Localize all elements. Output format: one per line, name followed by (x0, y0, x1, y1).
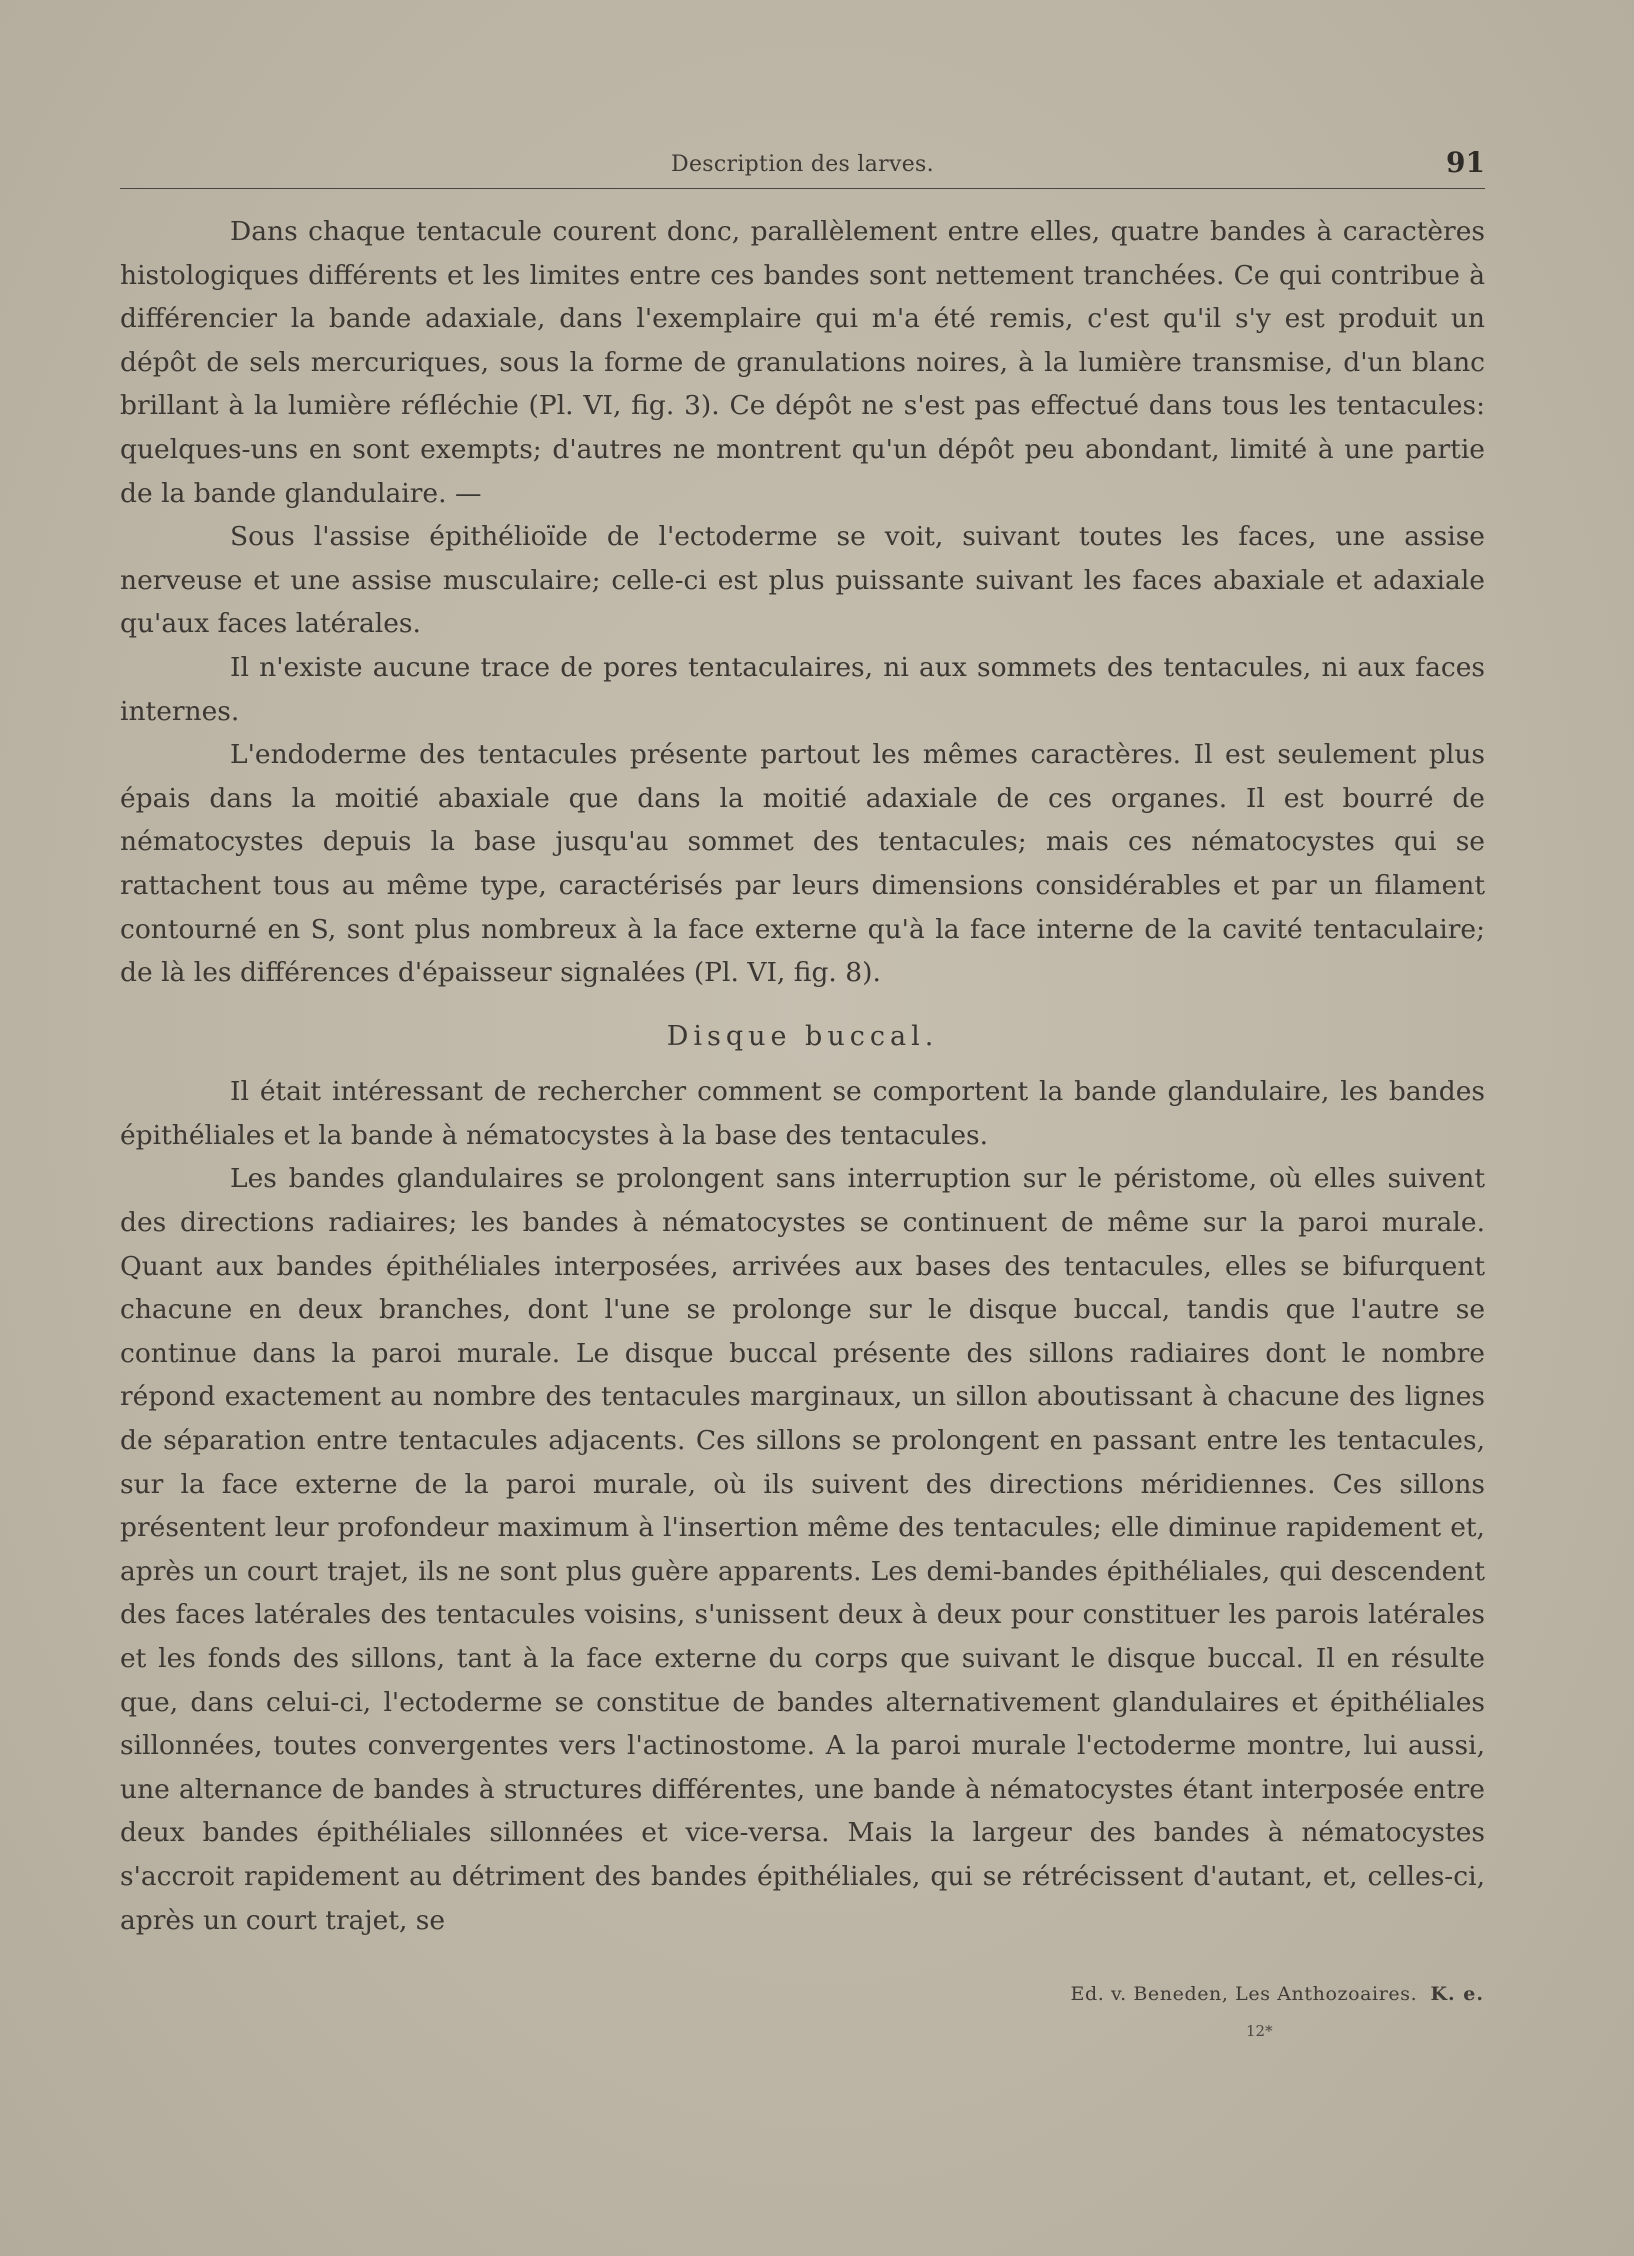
section-heading: Disque buccal. (666, 1020, 939, 1052)
paragraph: Dans chaque tentacule courent donc, parallèlement entre elles, quatre bandes à caractères histologiques différents et les limites entre ces bandes sont nettement tranchées. Ce qui contribue à différencier la bande adaxiale, dans l'exemplaire qui m'a été remis, c'est qu'il s'y est produit un dépôt de sels mercuriques, sous la forme de granulations noires, à la lumière transmise, d'un blanc brillant à la lumière réfléchie (Pl. VI, fig. 3). Ce dépôt ne s'est pas effectué dans tous les tentacules: quelques-uns en sont exempts; d'autres ne montrent qu'un dépôt peu abondant, limité à une partie de la bande glandulaire. — (120, 216, 1485, 509)
running-head (120, 148, 1485, 189)
paragraph: L'endoderme des tentacules présente partout les mêmes caractères. Il est seulement plus épais dans la moitié abaxiale que dans la moitié adaxiale de ces organes. Il est bourré de nématocystes depuis la base jusqu'au sommet des tentacules; mais ces nématocystes qui se rattachent tous au même type, caractérisés par leurs dimensions considérables et par un filament contourné en S, sont plus nombreux à la face externe qu'à la face interne de la cavité tentaculaire; de là les différences d'épaisseur signalées (Pl. VI, fig. 8). (120, 739, 1485, 989)
footer-reference (1070, 1983, 1484, 2005)
signature-mark: 12* (1246, 2022, 1273, 2040)
paragraph: Il était intéressant de rechercher comment se comportent la bande glandulaire, les bandes épithéliales et la bande à nématocystes à la base des tentacules. (120, 1076, 1485, 1151)
paragraph: Les bandes glandulaires se prolongent sans interruption sur le péristome, où elles suivent des directions radiaires; les bandes à nématocystes se continuent de même sur la paroi murale. Quant aux bandes épithéliales interposées, arrivées aux bases des tentacules, elles se bifurquent chacune en deux branches, dont l'une se prolonge sur le disque buccal, tandis que l'autre se continue dans la paroi murale. Le disque buccal présente des sillons radiaires dont le nombre répond exactement au nombre des tentacules marginaux, un sillon aboutissant à chacune des lignes de séparation entre tentacules adjacents. Ces sillons se prolongent en passant entre les tentacules, sur la face externe de la paroi murale, où ils suivent des directions méridiennes. Ces sillons présentent leur profondeur maximum à l'insertion même des tentacules; elle diminue rapidement et, après un court trajet, ils ne sont plus guère apparents. Les demi-bandes épithéliales, qui descendent des faces latérales des tentacules voisins, s'unissent deux à deux pour constituer les parois latérales et les fonds des sillons, tant à la face externe du corps que suivant le disque buccal. Il en résulte que, dans celui-ci, l'ectoderme se constitue de bandes alternativement glandulaires et épithéliales sillonnées, toutes convergentes vers l'actinostome. A la paroi murale l'ectoderme montre, lui aussi, une alternance de bandes à structures différentes, une bande à nématocystes étant interposée entre deux bandes épithéliales sillonnées et vice-versa. Mais la largeur des bandes à nématocystes s'accroit rapidement au détriment des bandes épithéliales, qui se rétrécissent d'autant, et, celles-ci, après un court trajet, se (120, 1163, 1485, 1936)
paragraph: Sous l'assise épithélioïde de l'ectoderme se voit, suivant toutes les faces, une assise nerveuse et une assise musculaire; celle-ci est plus puissante suivant les faces abaxiale et adaxiale qu'aux faces latérales. (120, 521, 1485, 640)
paragraph: Il n'existe aucune trace de pores tentaculaires, ni aux sommets des tentacules, ni aux faces internes. (120, 651, 1485, 727)
body-text (120, 210, 1485, 1942)
running-title: Description des larves. (671, 152, 934, 177)
page-number: 91 (1446, 146, 1485, 179)
plankton-reference: K. e. (1430, 1983, 1484, 2005)
author-reference: Ed. v. Beneden, Les Anthozoaires. (1070, 1983, 1418, 2005)
